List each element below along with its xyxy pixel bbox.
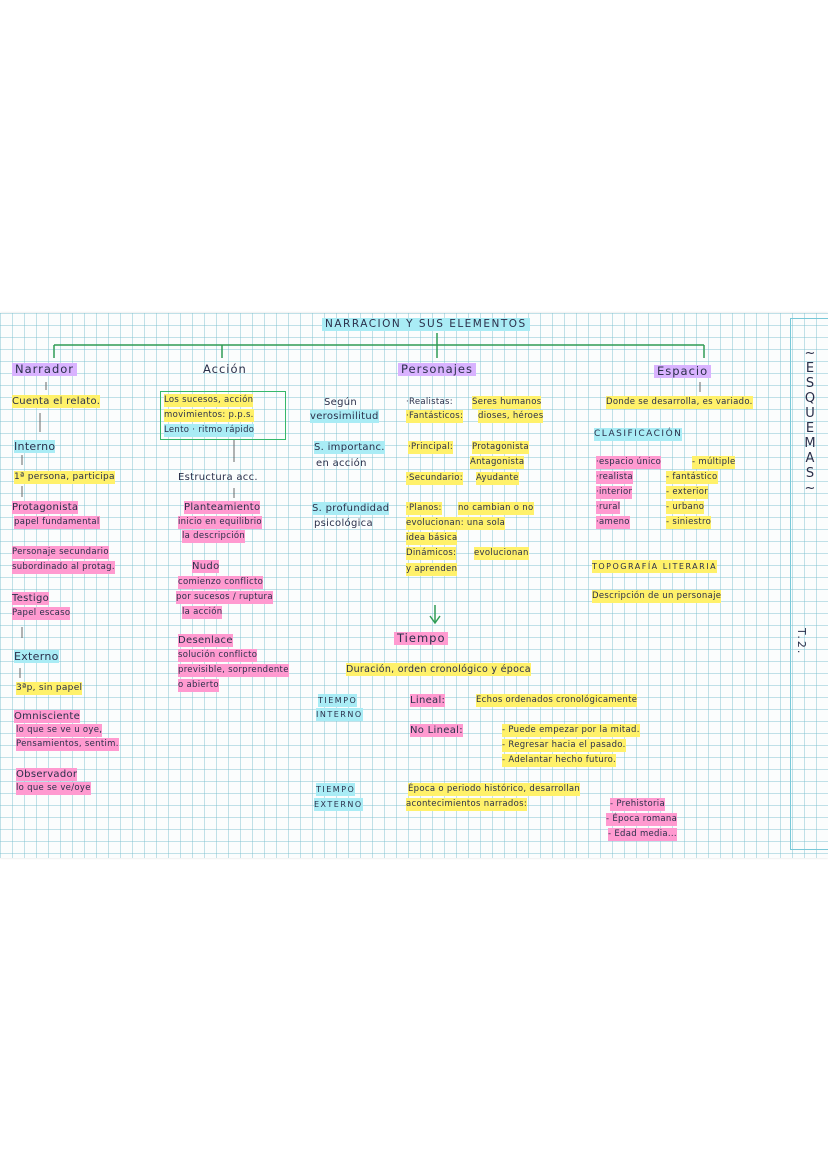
narrador-observador: Observador [16,769,78,780]
espacio-pair-right: - múltiple [692,457,736,467]
page-title: NARRACION Y SUS ELEMENTOS [322,318,530,331]
accion-desenlace-desc1: solución conflicto [178,650,258,660]
espacio-clasificacion: CLASIFICACIÓN [594,429,683,439]
personajes-dinamicos-desc2: y aprenden [406,564,458,574]
espacio-pair-right: - siniestro [666,517,712,527]
personajes-planos-desc2: evolucionan: una sola [406,518,506,528]
narrador-protagonista-desc: papel fundamental [14,517,100,527]
accion-planteamiento: Planteamiento [184,502,261,513]
narrador-testigo-desc: Papel escaso [12,608,71,618]
tiempo-nolineal-2: - Regresar hacia el pasado. [502,740,626,750]
personajes-profundidad-2: psicológica [314,518,373,529]
topic-number: T.2. [795,628,808,656]
tiempo-lineal-desc: Echos ordenados cronológicamente [476,695,638,705]
personajes-secundario-desc: Ayudante [476,473,519,483]
tiempo-nolineal-3: - Adelantar hecho futuro. [502,755,616,765]
tiempo-externo-desc1: Época o periodo histórico, desarrollan [408,784,581,794]
personajes-importancia-1: S. importanc. [314,442,385,453]
espacio-pair-left: ·realista [596,472,633,482]
tiempo-nolineal-label: No Lineal: [410,725,463,736]
espacio-heading: Espacio [654,365,711,378]
personajes-planos-desc3: idea básica [406,533,458,543]
tiempo-epoca-item: - Edad media... [608,829,677,839]
narrador-externo-desc: 3ªp, sin papel [16,683,83,693]
tiempo-nolineal-1: - Puede empezar por la mitad. [502,725,640,735]
personajes-antagonista: Antagonista [470,457,525,467]
personajes-protagonista: Protagonista [472,442,529,452]
accion-nudo-desc2: por sucesos / ruptura [176,592,273,602]
personajes-realistas-desc: Seres humanos [472,397,542,407]
espacio-pair-left: ·espacio único [596,457,662,467]
tiempo-epoca-item: - Época romana [606,814,678,824]
tiempo-interno-2: INTERNO [316,710,363,719]
espacio-definition: Donde se desarrolla, es variado. [606,397,753,407]
personajes-importancia-2: en acción [316,458,367,469]
tiempo-epoca-item: - Prehistoria [610,799,665,809]
espacio-topografia: TOPOGRAFÍA LITERARIA [592,562,718,571]
personajes-heading: Personajes [398,363,476,376]
espacio-pair-left: ·interior [596,487,633,497]
personajes-secundario-label: ·Secundario: [406,473,463,483]
personajes-fantasticos-desc: dioses, héroes [478,411,544,421]
personajes-planos-label: ·Planos: [406,503,442,513]
narrador-omnisciente: Omnisciente [14,711,81,722]
personajes-principal-label: ·Principal: [408,442,454,452]
side-label: ~ESQUEMAS~ [804,346,816,496]
accion-box-line1: Los sucesos, acción [164,395,254,405]
accion-heading: Acción [203,362,247,376]
narrador-testigo: Testigo [12,593,50,604]
espacio-descripcion: Descripción de un personaje [592,591,722,601]
accion-nudo-desc1: comienzo conflicto [178,577,264,587]
narrador-heading: Narrador [12,363,77,376]
accion-nudo-desc3: la acción [182,607,223,617]
accion-desenlace-desc2: previsible, sorprendente [178,665,289,675]
accion-planteamiento-desc2: la descripción [182,531,246,541]
tiempo-externo-desc2: acontecimientos narrados: [406,799,528,809]
narrador-protagonista: Protagonista [12,502,79,513]
accion-box-line3: Lento · ritmo rápido [164,425,255,435]
accion-desenlace-desc3: o abierto [178,680,219,690]
narrador-interno-desc: 1ª persona, participa [14,472,115,482]
narrador-definition: Cuenta el relato. [12,396,101,407]
narrador-secundario: Personaje secundario [12,547,109,557]
personajes-dinamicos-label: Dinámicos: [406,548,457,558]
espacio-pair-left: ·ameno [596,517,630,527]
accion-nudo: Nudo [192,561,220,572]
narrador-omnisciente-desc2: Pensamientos, sentim. [16,739,119,749]
personajes-fantasticos-label: ·Fantásticos: [406,411,464,421]
accion-box-line2: movimientos: p.p.s. [164,410,254,420]
accion-planteamiento-desc1: inicio en equilibrio [178,517,262,527]
narrador-externo: Externo [14,650,59,663]
espacio-pair-right: - exterior [666,487,708,497]
notebook-sheet [0,313,828,858]
personajes-dinamicos-desc1: evolucionan [474,548,529,558]
narrador-observador-desc: lo que se ve/oye [16,783,91,793]
espacio-pair-right: - urbano [666,502,705,512]
narrador-omnisciente-desc1: lo que se ve u oye, [16,725,103,735]
personajes-verosimilitud-1: Según [324,397,358,408]
personajes-planos-desc1: no cambian o no [458,503,534,513]
tiempo-heading: Tiempo [394,632,448,645]
narrador-interno: Interno [14,440,56,453]
tiempo-lineal-label: Lineal: [410,695,446,706]
accion-estructura: Estructura acc. [178,472,258,483]
narrador-secundario-desc: subordinado al protag. [12,562,115,572]
tiempo-interno-1: TIEMPO [318,696,358,705]
espacio-pair-right: - fantástico [666,472,718,482]
espacio-pair-left: ·rural [596,502,621,512]
accion-desenlace: Desenlace [178,635,233,646]
personajes-verosimilitud-2: verosimilitud [310,411,379,422]
personajes-profundidad-1: S. profundidad [312,503,390,514]
tiempo-definition: Duración, orden cronológico y época [346,664,531,675]
tiempo-externo-2: EXTERNO [314,800,363,809]
tiempo-externo-1: TIEMPO [316,785,356,794]
personajes-realistas-label: ·Realistas: [406,397,453,407]
